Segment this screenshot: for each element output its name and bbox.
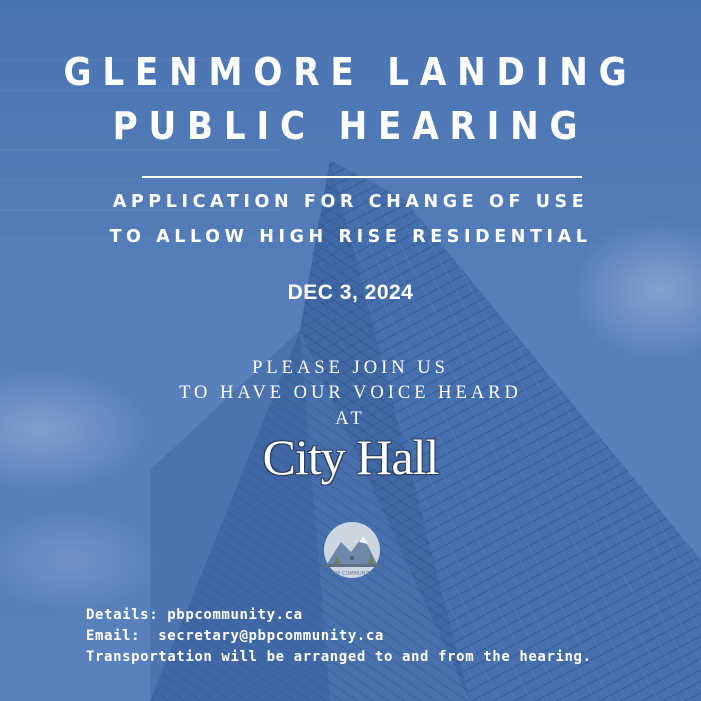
details-block (86, 605, 592, 668)
title-line-1: GLENMORE LANDING (63, 50, 638, 94)
pbp-community-logo (313, 520, 391, 582)
title-divider (142, 176, 582, 178)
logo-caption: PBP COMMUNITY (330, 571, 374, 577)
location-city-hall: City Hall (262, 429, 439, 485)
join-line-3: AT (335, 409, 366, 429)
title-line-2: PUBLIC HEARING (112, 104, 589, 148)
subtitle-line-2: TO ALLOW HIGH RISE RESIDENTIAL (109, 227, 592, 247)
details-website: Details: pbpcommunity.ca (86, 607, 303, 623)
details-transportation: Transportation will be arranged to and from the hearing. (86, 649, 592, 665)
details-email: Email: secretary@pbpcommunity.ca (86, 628, 384, 644)
join-line-2: TO HAVE OUR VOICE HEARD (179, 383, 522, 403)
join-line-1: PLEASE JOIN US (252, 358, 449, 378)
subtitle-line-1: APPLICATION FOR CHANGE OF USE (112, 192, 589, 212)
hearing-date: DEC 3, 2024 (287, 281, 414, 304)
